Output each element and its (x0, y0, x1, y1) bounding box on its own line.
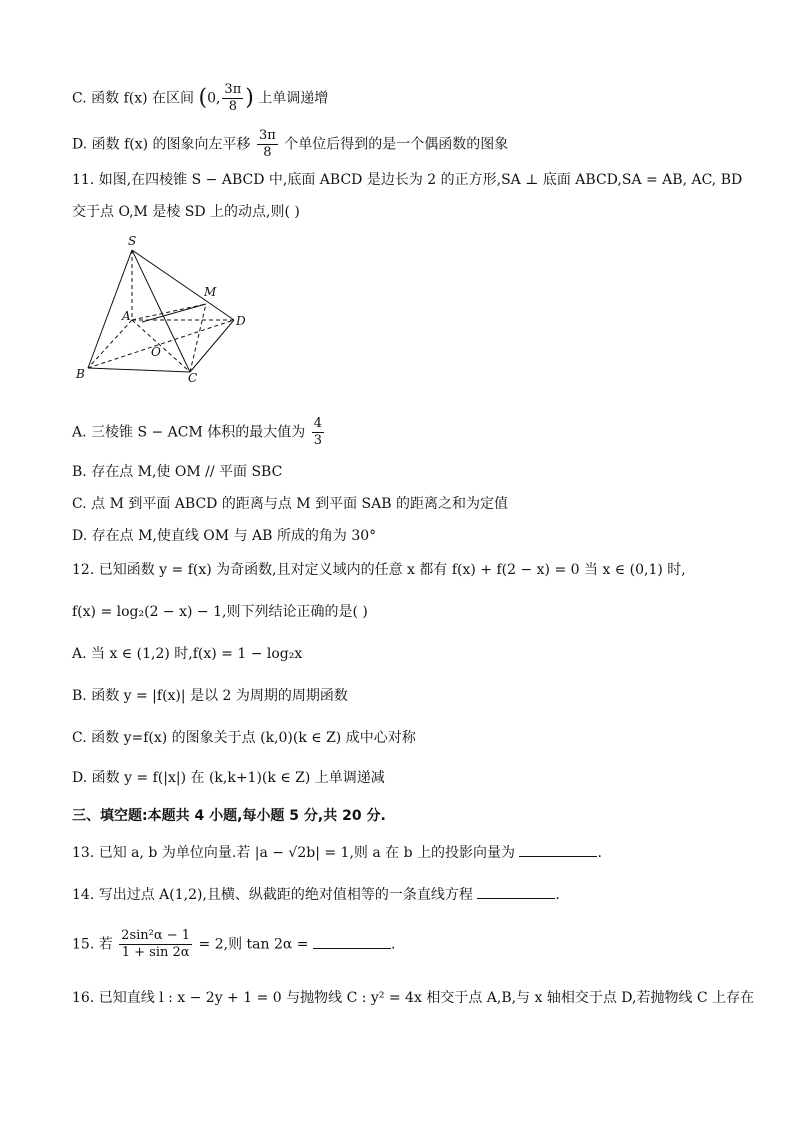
diagonal-BD (88, 320, 234, 368)
fraction-denominator: 8 (263, 145, 272, 160)
option-text: A. 三棱锥 S − ACM 体积的最大值为 (72, 424, 306, 441)
edge-SD (132, 250, 234, 320)
q11-stem-line2: 交于点 O,M 是棱 SD 上的动点,则( ) (72, 204, 300, 220)
label-M: M (204, 285, 217, 299)
fraction-denominator: 1 + sin 2α (121, 945, 190, 960)
fraction-numerator: 3π (258, 128, 276, 143)
option-text-tail: 上单调递增 (258, 90, 329, 107)
pyramid-figure (72, 232, 262, 384)
q11-stem-line1: 11. 如图,在四棱锥 S − ABCD 中,底面 ABCD 是边长为 2 的正方形,SA ⊥ 底面 ABCD,SA = AB, AC, BD (72, 172, 743, 188)
option-text: D. 函数 f(x) 的图象向左平移 (72, 136, 251, 153)
q11-option-c: C. 点 M 到平面 ABCD 的距离与点 M 到平面 SAB 的距离之和为定值 (72, 496, 508, 512)
interval-start: 0, (207, 90, 221, 107)
paren-left: ( (198, 85, 208, 111)
question-end: . (597, 845, 602, 861)
question-end: . (390, 936, 396, 953)
q11-option-a (72, 416, 326, 449)
option-text-tail: 个单位后得到的是一个偶函数的图象 (284, 136, 509, 153)
fraction (312, 416, 324, 449)
fraction (119, 928, 192, 961)
section-heading: 三、填空题:本题共 4 小题,每小题 5 分,共 20 分. (72, 808, 386, 824)
paren-right: ) (245, 85, 254, 111)
question-text: 15. 若 (72, 936, 113, 953)
fraction-numerator: 2sin²α − 1 (121, 928, 191, 943)
label-O: O (151, 345, 161, 359)
label-A: A (122, 309, 131, 323)
fraction (257, 128, 278, 161)
answer-blank (313, 934, 391, 949)
q12-stem-line2: f(x) = log₂(2 − x) − 1,则下列结论正确的是( ) (72, 604, 368, 620)
fraction (222, 82, 243, 115)
segment-OM (142, 304, 206, 322)
question-text-mid: = 2,则 tan 2α = (198, 936, 309, 953)
fraction-denominator: 8 (228, 99, 237, 114)
fraction-denominator: 3 (313, 433, 323, 448)
fraction-numerator: 3π (224, 82, 242, 97)
q10-option-d (72, 128, 508, 161)
question-text: 13. 已知 a, b 为单位向量.若 |a − √2b| = 1,则 a 在 b 上的投影向量为 (72, 845, 516, 861)
q15 (72, 928, 395, 961)
q11-option-d: D. 存在点 M,使直线 OM 与 AB 所成的角为 30° (72, 528, 377, 544)
answer-blank (519, 842, 597, 857)
option-text: C. 函数 f(x) 在区间 (72, 90, 195, 107)
label-B: B (76, 367, 85, 381)
q12-option-a: A. 当 x ∈ (1,2) 时,f(x) = 1 − log₂x (72, 646, 303, 662)
answer-blank (477, 884, 555, 899)
fraction-numerator: 4 (313, 416, 323, 431)
q12-option-b: B. 函数 y = |f(x)| 是以 2 为周期的周期函数 (72, 688, 348, 704)
q11-option-b: B. 存在点 M,使 OM // 平面 SBC (72, 464, 283, 480)
diagonal-AC (132, 320, 190, 372)
q12-stem-line1: 12. 已知函数 y = f(x) 为奇函数,且对定义域内的任意 x 都有 f(x) + f(2 − x) = 0 当 x ∈ (0,1) 时, (72, 562, 686, 578)
q14 (72, 884, 560, 905)
label-D: D (236, 314, 246, 328)
question-end: . (555, 887, 560, 903)
q12-option-d: D. 函数 y = f(|x|) 在 (k,k+1)(k ∈ Z) 上单调递减 (72, 770, 385, 786)
question-text: 14. 写出过点 A(1,2),且横、纵截距的绝对值相等的一条直线方程 (72, 887, 473, 903)
edge-CD (190, 320, 234, 372)
q12-option-c: C. 函数 y=f(x) 的图象关于点 (k,0)(k ∈ Z) 成中心对称 (72, 730, 416, 746)
label-S: S (128, 234, 137, 248)
q10-option-c (72, 82, 328, 115)
label-C: C (188, 371, 198, 384)
q16-stem-line1: 16. 已知直线 l : x − 2y + 1 = 0 与抛物线 C : y² = 4x 相交于点 A,B,与 x 轴相交于点 D,若抛物线 C 上存在 (72, 990, 755, 1006)
edge-BC (88, 368, 190, 372)
segment-AM (132, 304, 206, 320)
q13 (72, 842, 602, 863)
